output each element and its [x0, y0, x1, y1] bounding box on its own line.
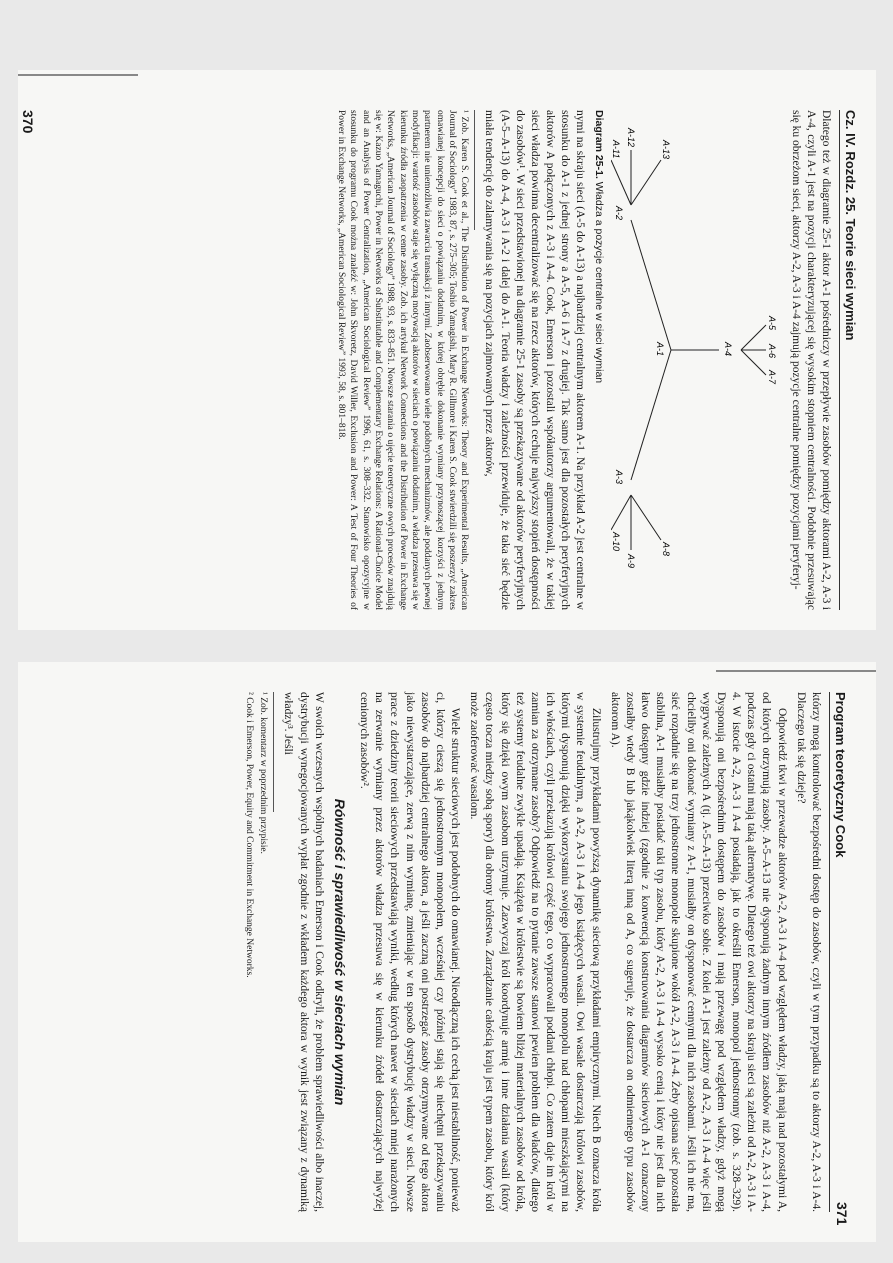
- running-head: [829, 692, 848, 1212]
- running-head-text: Cz. IV. Rozdz. 25. Teorie sieci wymian: [843, 110, 858, 341]
- node-label: A-6: [767, 344, 778, 359]
- page-370: [18, 70, 876, 630]
- node-label: A-13: [661, 140, 672, 160]
- footnote: ¹ Zob. komentarz w poprzednim przypisie.: [258, 692, 269, 854]
- figure-caption: [593, 110, 605, 610]
- running-head-text: Program teoretyczny Cook: [833, 692, 848, 858]
- running-head: [839, 110, 858, 610]
- paragraph: nymi na skraju sieci (A-5 do A-13) a najbardziej centralnym aktorem A-1. Na przykład A-2 jest centralne w stosunku do A-1 z jednej strony a A-5, A-6 i A-7 z drugiej. Tak samo jest dla pozostałych peryferyjnych aktorów A połączonych z A-3 i A-4. Cook, Emerson i pozostali współautorzy argumentowali, że w takiej sieci władza powinna decentralizować się na rzecz aktorów, których cechuje najwyższy stopień dostępności do zasobów¹. W sieci przedstawionej na diagramie 25-1 zasoby są przekazywane od aktorów peryferyjnych (A-5–A-13) do A-4, A-3 i A-2 i dalej do A-1. Teoria władzy i zależności przewiduje, że taka sieć będzie miała tendencję do zalamywania się na pozycjach zajmowanych przez aktorów,: [483, 110, 587, 610]
- paragraph: Zilustrujmy przykładami powyższą dynamikę sieciową przykładami empirycznymi. Niech B oznacza króla w systemie feudalnym, a A-2, A-3 i A-4 jego książęcych wasali. Owi wasale dostarczają królowi zasobów, którymi dysponują dzięki wykorzystaniu swojego jednostronnego monopolu nad chłopami mieszkającymi na ich włościach, czyli przekazują królowi część tego, co wypracowali poddani chłopi. Co zatem daje im król w zamian za otrzymane zasoby? Odpowiedź na to pytanie zawsze stanowi pewien problem dla władców, dlatego też systemy feudalne zwykle upadają. Książęta w królestwie są bowiem bliżej materialnych zasobów od króla, który się dzięki owym zasobom utrzymuje. Zazwyczaj król koordynuje armię i inne działania wasali (który często tocza miedzy sobą spory) dla obrony królestwa. Zarządzanie całością kraju jest typem zasobu, który król może zaoferować wasalom.: [468, 692, 602, 1212]
- footnote: ² Cook i Emerson, Power, Equity and Commitment in Exchange Networks.: [243, 692, 254, 978]
- node-label: A-5: [767, 316, 778, 331]
- paragraph: W swoich wczesnych wspólnych badaniach Emerson i Cook odkryli, że problem sprawiedliwości albo inaczej, dystrybucji wynegocjowanych wypłat zgodnie z wkładem każdego aktora w wynik jest związany z dynamiką władzy³. Jeśli: [282, 692, 325, 1212]
- node-label: A-1: [655, 342, 666, 357]
- node-label: A-2: [614, 206, 625, 221]
- paragraph: Wiele struktur sieciowych jest podobnych do omawianej. Nieodłączną ich cechą jest niestabilność, ponieważ ci, którzy cieszą się jednostronnym monopolem, wcześniej czy później stają się niechętni przekazywaniu zasobów do najbardziej centralnego aktora, a jeśli zaczną oni postrzegać zasoby otrzymywane od tego aktora jako niewystarczające, zerwą z nim wymianę, zmieniając w ten sposób dystrybucję władzy w sieci. Nowsze prace z dziedziny teorii sieciowych przedstawiają wyniki, według których nawet w sieciach mniej narażonych na zerwanie wymiany przez aktorów władza przesuwa się w kierunku źródeł dostarczających najwyżej cenionych zasobów².: [358, 692, 462, 1212]
- page-number: 371: [834, 1202, 850, 1226]
- page-371-content: [38, 692, 848, 1212]
- paragraph: którzy mogą kontrolować bezpośredni dostęp do zasobów, czyli w tym przypadku są to aktorzy A-2, A-3 i A-4. Dlaczego tak się dzieje?: [794, 692, 822, 1212]
- paragraph: Odpowiedź tkwi w przewadze aktorów A-2, A-3 i A-4 pod względem władzy, jaką mają nad pozostałymi A, od których otrzymują zasoby. A-5–A-13 nie dysponują żadnym innym źródłem zasobów niż A-2, A-3 i A-4, podczas gdy ci ostatni mają taką alternatywę. Dlatego też owi aktorzy na skraju sieci są zależni od A-2, A-3 i A-4. W istocie A-2, A-3 i A-4 posiadają, jak to określił Emerson, monopol jednostronny (zob. s. 328–329). Dysponują oni bezpośrednim dostępem do zasobów i mają przewagę pod względem władzy, gdyż mogą wygrywać zależnych A (tj. A-5–A-13) przeciwko sobie. Z kolei A-1 jest zależny od A-2, A-3 i A-4 więc jeśli chcieliby oni dokonać wymiany z A-1, musiałby on dysponować cennymi dla nich zasobami. Jeśli ich nie ma, sieć rozpadnie się na trzy jednostronne monopole skupione wokół A-2, A-3 i A-4. Żeby opisana sieć pozostała stabilna, A-1 musiałby posiadać taki typ zasobu, który A-2, A-3 i A-4 wysoko cenią i który nie jest dla nich łatwo dostępny gdzie indziej (zgodnie z konwencją konstruowania diagramów sieciowych A-1 oznaczony zostałby wtedy B lub jakąkolwiek literą inną od A, co sugeruje, że dostarcza on odmiennego typu zasobów aktorom A).: [608, 692, 788, 1212]
- node-label: A-4: [723, 342, 734, 357]
- footnote-rule: [273, 692, 274, 812]
- page-number: 370: [20, 110, 36, 134]
- network-diagram-svg: [611, 110, 781, 610]
- page-370-content: [28, 110, 858, 610]
- node-label: A-10: [611, 532, 622, 552]
- node-label: A-7: [767, 370, 778, 385]
- node-label: A-11: [611, 140, 622, 159]
- page-371: [18, 662, 876, 1242]
- section-title: Równość i sprawiedliwość w sieciach wymian: [331, 798, 348, 1106]
- footnote: ¹ Zob. Karen S. Cook et al., The Distribution of Power in Exchange Networks: Theory and Experimental Results, „American Journal of Sociology” 1983, 87, s. 275–305; Toshio Yamagishi, Mary R. Gillmore i Karen S. Cook stwierdzili się poszerzyć zakres omawianej koncepcji do sieci o powiązaniu dodatnim, w której obrębie dokonanie wymiany przynoszącej korzyści z jednym partnerem nie uniemożliwia zawarcia transakcji z innymi. Zaobserwowano wiele podobnych mechanizmów, ale poddanych pewnej modyfikacji: wartość zasobów staje się wyłączną motywacją aktorów w sieciach o powiązaniu dodatnim, a władza przesuwa się w kierunku źródła zaopatrzenia w cenne zasoby. Zob. ich artykuł Network Connections and the Distribution of Power in Exchange Networks, „American Journal of Sociology” 1988, 93, s. 833–851. Nowsze starania o ujęcie teoretyczne owych procesów znajdują się w: Kazuo Yamaguchi, Power in Networks of Substitutable and Complementary Exchange Relations: A Rational-Choice Model and an Analysis of Power Centralization, „American Sociological Review” 1996, 61, s. 308–332. Stanowisko opozycyjne w stosunku do programu Cook można znaleźć w: John Skvoretz, David Willer, Exclusion and Power: A Test of Four Theories of Power in Exchange Networks, „American Sociological Review” 1993, 58, s. 801–818.: [335, 110, 470, 610]
- node-label: A-9: [626, 554, 637, 569]
- footnote-rule: [474, 110, 475, 230]
- caption-label: Diagram 25-1.: [593, 110, 606, 179]
- caption-text: Władza a pozycje centralne w sieci wymian: [593, 181, 606, 384]
- node-label: A-3: [614, 470, 625, 485]
- paragraph: Dlatego też w diagramie 25-1 aktor A-1 pośredniczy w przepływie zasobów pomiędzy aktorami A-2, A-3 i A-4, czyli A-1 jest na pozycji charakteryzującej się wysokim stopniem centralności. Podobnie przesuwając się ku obrzeżom sieci, aktorzy A-2, A-3 i A-4 zajmują pozycje centralne pomiędzy pozycjami peryferyj-: [789, 110, 832, 610]
- network-diagram: [611, 110, 781, 610]
- node-label: A-12: [626, 128, 637, 148]
- scan-artifact: [18, 74, 138, 76]
- node-label: A-8: [661, 542, 672, 557]
- scan-artifact: [716, 670, 876, 672]
